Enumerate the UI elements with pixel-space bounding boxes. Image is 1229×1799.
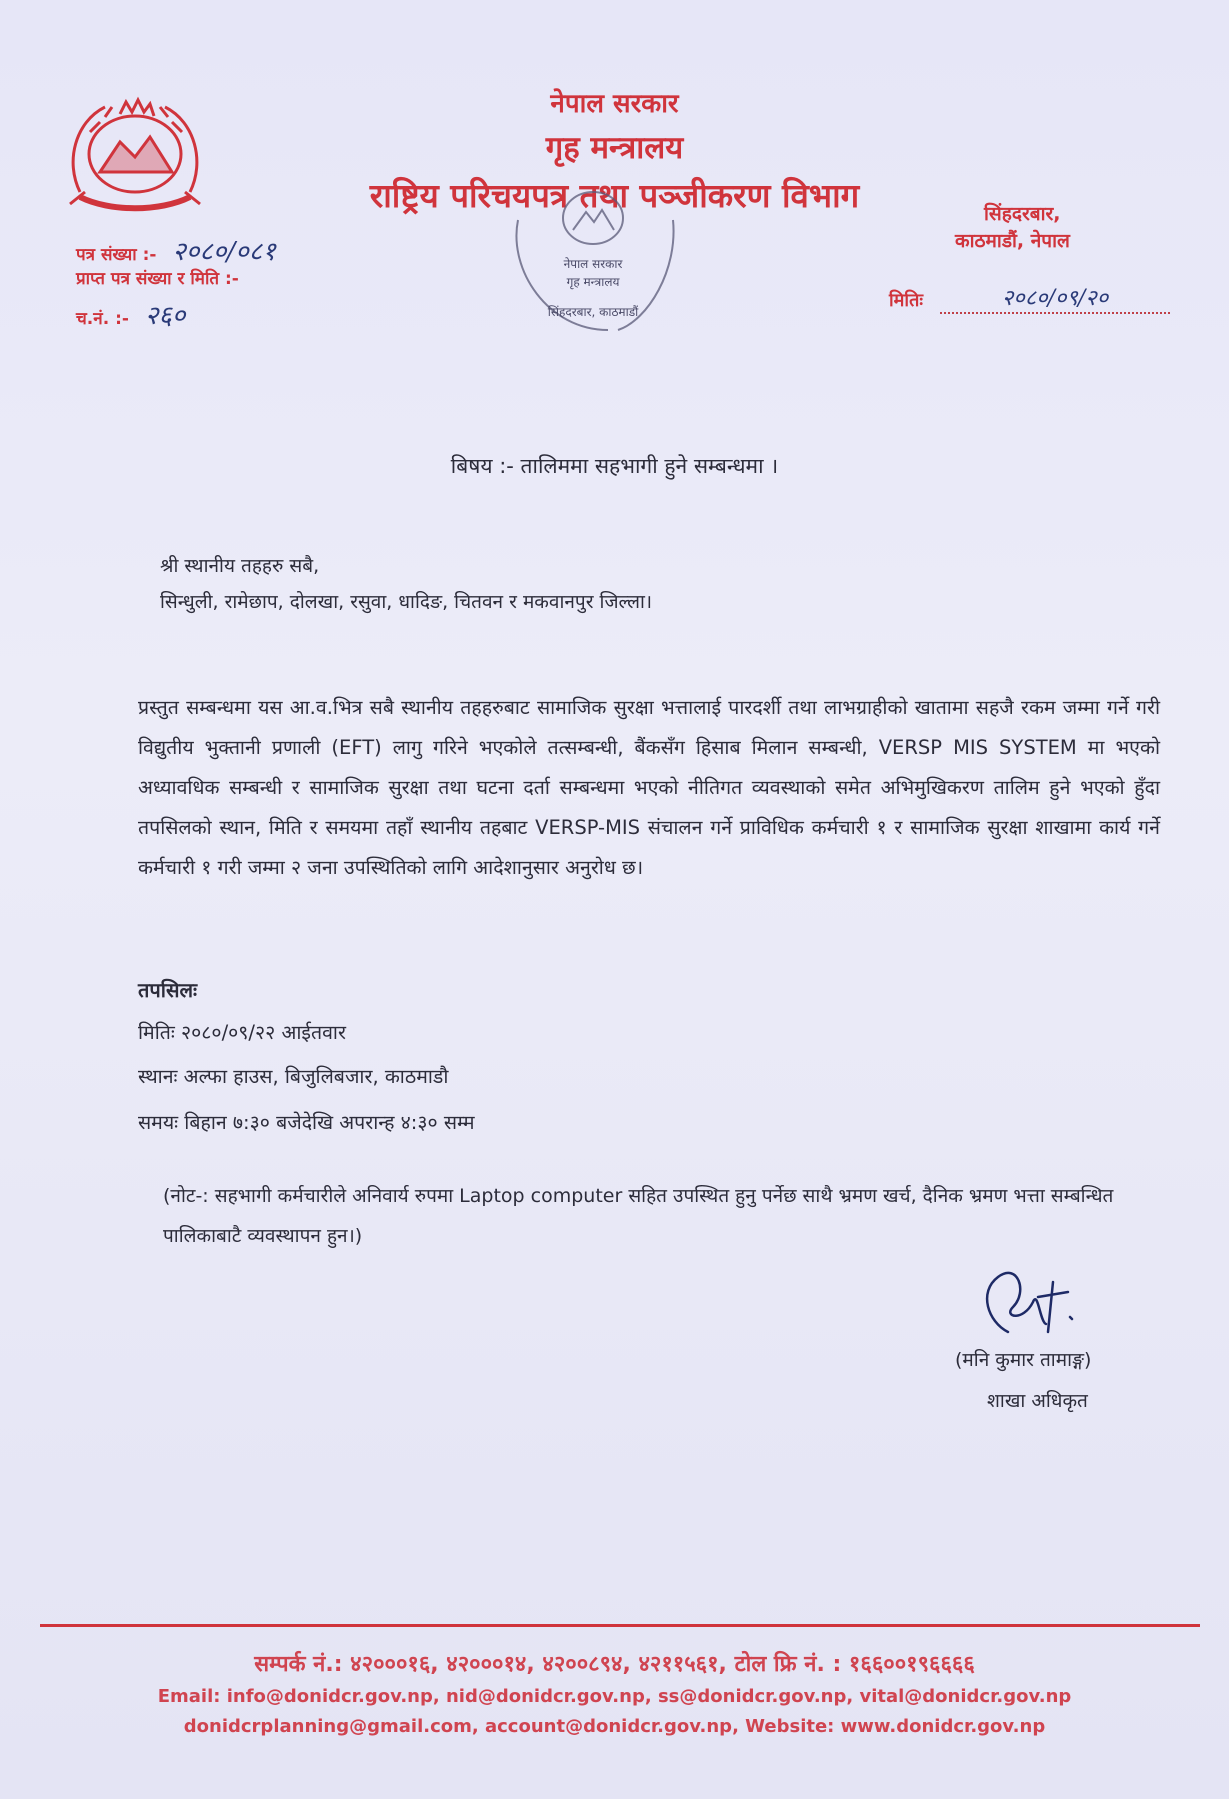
- letter-number-label: पत्र संख्या :-: [76, 245, 157, 265]
- schedule-date: मितिः २०८०/०९/२२ आईतवार: [138, 1021, 346, 1044]
- dispatch-number-value: २६०: [144, 301, 186, 331]
- addressee-line-2: सिन्धुली, रामेछाप, दोलखा, रसुवा, धादिङ, चितवन र मकवानपुर जिल्ला।: [160, 591, 653, 613]
- stamp-text-3: सिंहदरबार, काठमाडौं: [547, 305, 639, 319]
- date-value: २०८०/०९/२०: [940, 282, 1170, 314]
- footer-contact: सम्पर्क नं.: ४२०००१६, ४२०००१४, ४२००८९४, ४२११५६१, टोल फ्रि नं. : १६६००१९६६६६: [254, 1652, 975, 1677]
- schedule-heading: तपसिलः: [138, 978, 198, 1002]
- address-line-1: सिंहदरबार,: [984, 203, 1061, 225]
- footer-website: donidcrplanning@gmail.com, account@donidcr.gov.np, Website: www.donidcr.gov.np: [183, 1716, 1046, 1737]
- date-label: मितिः: [889, 290, 923, 311]
- addressee-line-1: श्री स्थानीय तहहरु सबै,: [160, 555, 320, 577]
- schedule-place: स्थानः अल्फा हाउस, बिजुलिबजार, काठमाडौ: [138, 1065, 449, 1088]
- stamp-text-2: गृह मन्त्रालय: [566, 275, 620, 289]
- footer-emails: Email: info@donidcr.gov.np, nid@donidcr.gov.np, ss@donidcr.gov.np, vital@donidcr.gov.np: [157, 1686, 1072, 1707]
- letter-note: (नोट-: सहभागी कर्मचारीले अनिवार्य रुपमा Laptop computer सहित उपस्थित हुनु पर्नेछ साथै भ्रमण खर्च, दैनिक भ्रमण भत्ता सम्बन्धित पालिकाबाटै व्यवस्थापन हुन।): [163, 1185, 1114, 1247]
- stamp-emblem-icon: [498, 180, 688, 350]
- letterhead-government: नेपाल सरकार: [550, 89, 679, 119]
- letter-body: प्रस्तुत सम्बन्धमा यस आ.व.भित्र सबै स्थानीय तहहरुबाट सामाजिक सुरक्षा भत्तालाई पारदर्शी तथा लाभग्राहीको खातामा सहजै रकम जम्मा गर्ने गरी विद्युतीय भुक्तानी प्रणाली (EFT) लागु गरिने भएकोले तत्सम्बन्धी, बैंकसँग हिसाब मिलान सम्बन्धी, VERSP MIS SYSTEM मा भएको अध्यावधिक सम्बन्धी र सामाजिक सुरक्षा तथा घटना दर्ता सम्बन्धमा भएको नीतिगत व्यवस्थाको समेत अभिमुखिकरण तालिम हुने भएको हुँदा तपसिलको स्थान, मिति र समयमा तहाँ स्थानीय तहबाट VERSP-MIS संचालन गर्ने प्राविधिक कर्मचारी १ र सामाजिक सुरक्षा शाखामा कार्य गर्ने कर्मचारी १ गरी जम्मा २ जना उपस्थितिको लागि आदेशानुसार अनुरोध छ।: [138, 696, 1160, 879]
- signatory-title: शाखा अधिकृत: [987, 1390, 1088, 1412]
- signature-icon: [968, 1262, 1078, 1344]
- dispatch-number-label: च.नं. :-: [76, 309, 129, 329]
- letterhead-ministry: गृह मन्त्रालय: [545, 130, 684, 166]
- letter-number: [76, 232, 276, 268]
- office-stamp: [498, 180, 688, 350]
- dispatch-number: [76, 296, 185, 332]
- schedule-time: समयः बिहान ७:३० बजेदेखि अपरान्ह ४:३० सम्म: [138, 1111, 475, 1134]
- stamp-text-1: नेपाल सरकार: [563, 257, 623, 271]
- letter-number-value: २०८०/०८१: [172, 237, 276, 267]
- letter-subject: बिषय :- तालिममा सहभागी हुने सम्बन्धमा ।: [450, 454, 779, 478]
- received-letter-label: प्राप्त पत्र संख्या र मिति :-: [76, 269, 239, 289]
- address-line-2: काठमाडौं, नेपाल: [955, 230, 1070, 252]
- signatory-name: (मनि कुमार तामाङ्ग): [955, 1349, 1092, 1371]
- footer-divider: [40, 1624, 1200, 1627]
- letterhead-department: राष्ट्रिय परिचयपत्र तथा पञ्जीकरण विभाग: [369, 176, 860, 215]
